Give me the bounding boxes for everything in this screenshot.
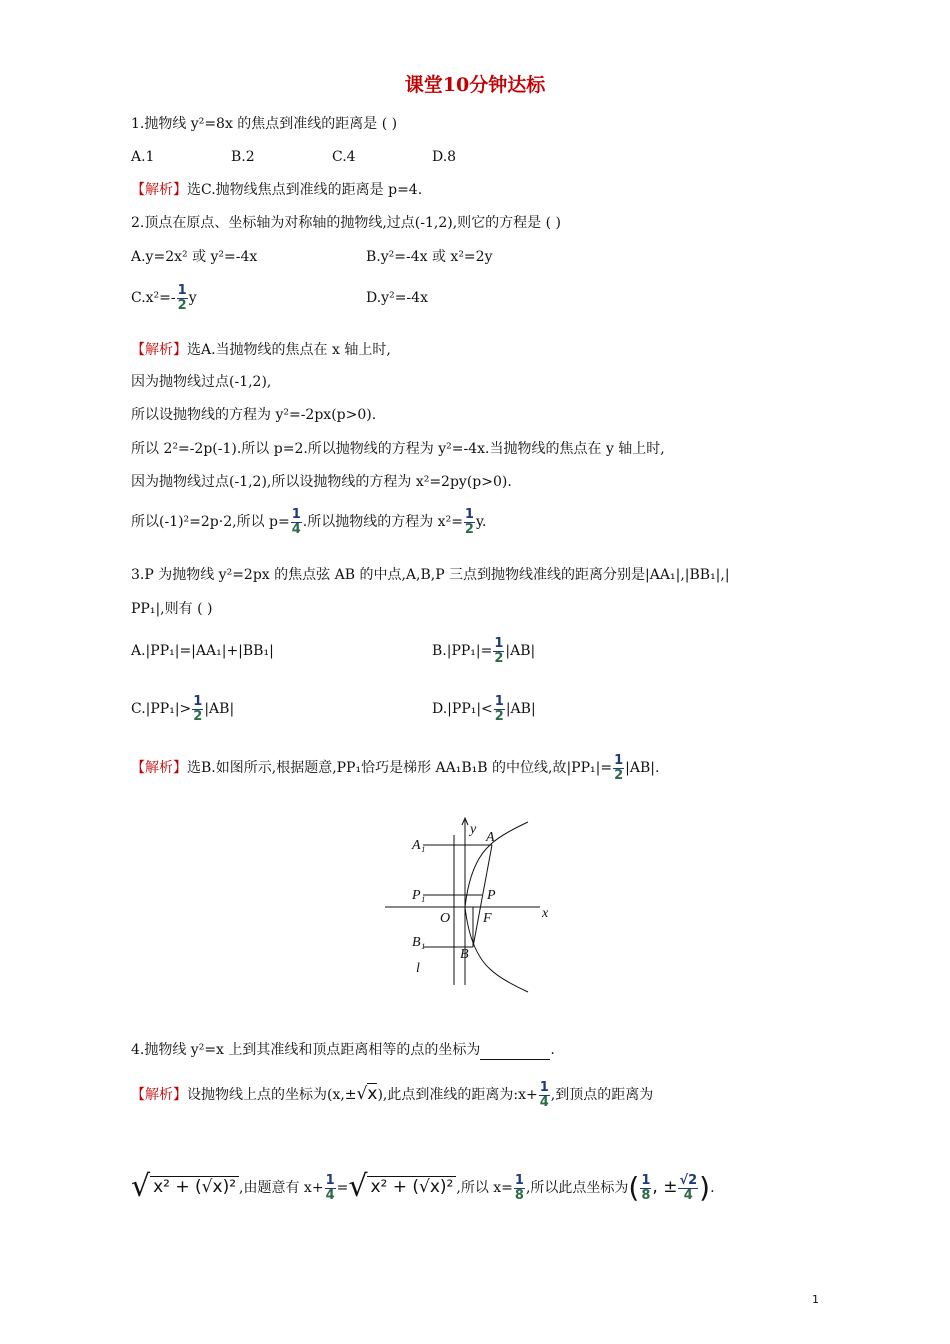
label-b: B <box>460 947 469 962</box>
label-p1: P₁ <box>412 888 426 903</box>
sqrt-expression: √ x² + (√x)² <box>348 1177 456 1197</box>
q2-option-b: B.y²=-4x 或 x²=2y <box>366 249 493 265</box>
frac-den: 8 <box>641 1187 651 1203</box>
q1-analysis <box>131 180 422 200</box>
q3-analysis <box>131 751 659 785</box>
analysis-tag: 【解析】 <box>131 342 187 358</box>
frac-num: 1 <box>291 506 301 522</box>
fraction-half <box>464 508 475 537</box>
q2-option-d: D.y²=-4x <box>366 290 428 306</box>
frac-den: 2 <box>464 521 474 537</box>
frac-den: 4 <box>683 1187 693 1203</box>
frac-den: 4 <box>291 521 301 537</box>
q1-analysis-text: 选C.抛物线焦点到准线的距离是 p=4. <box>187 182 423 198</box>
q3-option-c <box>131 692 234 726</box>
label-a1: A₁ <box>412 838 426 853</box>
q2-analysis-line6 <box>131 505 486 539</box>
q3-d-post: |AB| <box>505 701 536 717</box>
fraction-half <box>613 754 624 783</box>
q4-l2-a: ,由题意有 x+ <box>239 1180 324 1196</box>
page-number: 1 <box>812 1293 819 1306</box>
q4-analysis-line2 <box>131 1165 715 1210</box>
fraction-half <box>494 695 505 724</box>
coord-separator: , ± <box>652 1177 678 1197</box>
frac-num: 1 <box>193 693 203 709</box>
fraction-quarter <box>539 1081 550 1110</box>
frac-num: 1 <box>464 506 474 522</box>
page-title: 课堂10分钟达标 <box>404 74 546 96</box>
frac-num: 1 <box>514 1172 524 1188</box>
analysis-tag: 【解析】 <box>131 1087 187 1103</box>
coord-end: . <box>710 1180 715 1196</box>
frac-num: 1 <box>539 1079 549 1095</box>
sqrt-expr-radicand: x² + (√x)² <box>150 1176 239 1197</box>
q3-option-a: A.|PP₁|=|AA₁|+|BB₁| <box>131 643 274 659</box>
fraction-eighth <box>640 1174 651 1203</box>
q2-option-a: A.y=2x² 或 y²=-4x <box>131 249 258 265</box>
frac-num: 1 <box>325 1172 335 1188</box>
q4-l1-a: 设抛物线上点的坐标为(x,± <box>187 1087 357 1103</box>
frac-den: 2 <box>614 767 624 783</box>
q2-analysis-text: 选A.当抛物线的焦点在 x 轴上时, <box>187 342 391 358</box>
fraction-quarter <box>291 508 302 537</box>
q3-b-pre: B.|PP₁|= <box>432 643 493 659</box>
frac-num: 1 <box>177 282 187 298</box>
q3-analysis-post: |AB|. <box>625 760 660 776</box>
label-l: l <box>416 961 420 976</box>
sqrt-expr-radicand: x² + (√x)² <box>367 1176 456 1197</box>
q2-l6-b: .所以抛物线的方程为 x²= <box>302 514 463 530</box>
frac-den: 4 <box>325 1187 335 1203</box>
label-b1: B₁ <box>412 935 426 950</box>
q4-analysis-line1 <box>131 1074 653 1115</box>
fraction-half <box>493 637 504 666</box>
q4-stem-pre: 4.抛物线 y²=x 上到其准线和顶点距离相等的点的坐标为 <box>131 1042 481 1058</box>
label-o: O <box>440 911 451 926</box>
parabola-focal-chord-figure <box>380 815 560 995</box>
q3-b-post: |AB| <box>505 643 536 659</box>
q3-option-d <box>432 692 536 726</box>
frac-den: 4 <box>539 1094 549 1110</box>
label-p: P <box>487 888 496 903</box>
analysis-tag: 【解析】 <box>131 182 187 198</box>
q4-l2-c: ,所以 x= <box>456 1180 513 1196</box>
frac-num: 1 <box>494 693 504 709</box>
q3-c-post: |AB| <box>204 701 235 717</box>
q1-option-c: C.4 <box>332 149 356 165</box>
fraction-half <box>192 695 203 724</box>
sqrt-x-radicand: x <box>367 1084 378 1104</box>
frac-den: 2 <box>494 708 504 724</box>
q4-l2-d: ,所以此点坐标为 <box>525 1180 629 1196</box>
answer-blank <box>480 1045 550 1060</box>
q4-l1-c: ,到顶点的距离为 <box>550 1087 654 1103</box>
frac-num: 1 <box>641 1172 651 1188</box>
q3-stem-line1: 3.P 为抛物线 y²=2px 的焦点弦 AB 的中点,A,B,P 三点到抛物线准线的距离分别是|AA₁|,|BB₁|,| <box>131 567 730 583</box>
q4-stem-post: . <box>550 1042 555 1058</box>
frac-num: 1 <box>614 752 624 768</box>
sqrt-expression: √ x² + (√x)² <box>131 1177 239 1197</box>
q2-l6-a: 所以(-1)²=2p·2,所以 p= <box>131 514 290 530</box>
q2-stem: 2.顶点在原点、坐标轴为对称轴的抛物线,过点(-1,2),则它的方程是 ( ) <box>131 215 561 231</box>
frac-den: 8 <box>514 1187 524 1203</box>
frac-num: √2 <box>679 1172 698 1188</box>
fraction-root2-over-4 <box>678 1174 698 1203</box>
q1-option-b: B.2 <box>231 149 255 165</box>
sqrt-x: √x <box>356 1084 378 1104</box>
frac-den: 2 <box>494 650 504 666</box>
fraction-half <box>177 284 188 313</box>
fraction-quarter <box>325 1174 336 1203</box>
q1-option-d: D.8 <box>432 149 457 165</box>
label-f: F <box>483 911 492 926</box>
frac-num: 1 <box>494 635 504 651</box>
frac-den: 2 <box>193 708 203 724</box>
q4-l2-b: = <box>336 1180 349 1196</box>
frac-den: 2 <box>177 297 187 313</box>
q3-analysis-pre: 选B.如图所示,根据题意,PP₁恰巧是梯形 AA₁B₁B 的中位线,故|PP₁|= <box>187 760 613 776</box>
label-y: y <box>470 822 477 837</box>
q1-stem: 1.抛物线 y²=8x 的焦点到准线的距离是 ( ) <box>131 116 398 132</box>
q4-stem <box>131 1040 555 1060</box>
q2-analysis-line1 <box>131 340 391 360</box>
q3-option-b <box>432 634 535 668</box>
q2-l6-c: y. <box>475 514 487 530</box>
q2-analysis-line5: 因为抛物线过点(-1,2),所以设抛物线的方程为 x²=2py(p>0). <box>131 474 512 490</box>
q2-option-c <box>131 281 197 315</box>
label-x: x <box>542 906 549 921</box>
q2-option-c-post: y <box>188 290 197 306</box>
analysis-tag: 【解析】 <box>131 760 187 776</box>
q3-c-pre: C.|PP₁|> <box>131 701 192 717</box>
q2-analysis-line2: 因为抛物线过点(-1,2), <box>131 374 272 390</box>
q2-analysis-line4: 所以 2²=-2p(-1).所以 p=2.所以抛物线的方程为 y²=-4x.当抛物线的焦点在 y 轴上时, <box>131 441 665 457</box>
q4-l1-b: ),此点到准线的距离为:x+ <box>377 1087 538 1103</box>
q2-analysis-line3: 所以设抛物线的方程为 y²=-2px(p>0). <box>131 407 377 423</box>
q3-stem-line2: PP₁|,则有 ( ) <box>131 601 213 617</box>
right-paren: ) <box>699 1171 711 1204</box>
q3-d-pre: D.|PP₁|< <box>432 701 493 717</box>
q2-option-c-pre: C.x²=- <box>131 290 176 306</box>
q1-option-a: A.1 <box>131 149 155 165</box>
label-a: A <box>486 830 495 845</box>
fraction-eighth <box>514 1174 525 1203</box>
left-paren: ( <box>628 1171 640 1204</box>
